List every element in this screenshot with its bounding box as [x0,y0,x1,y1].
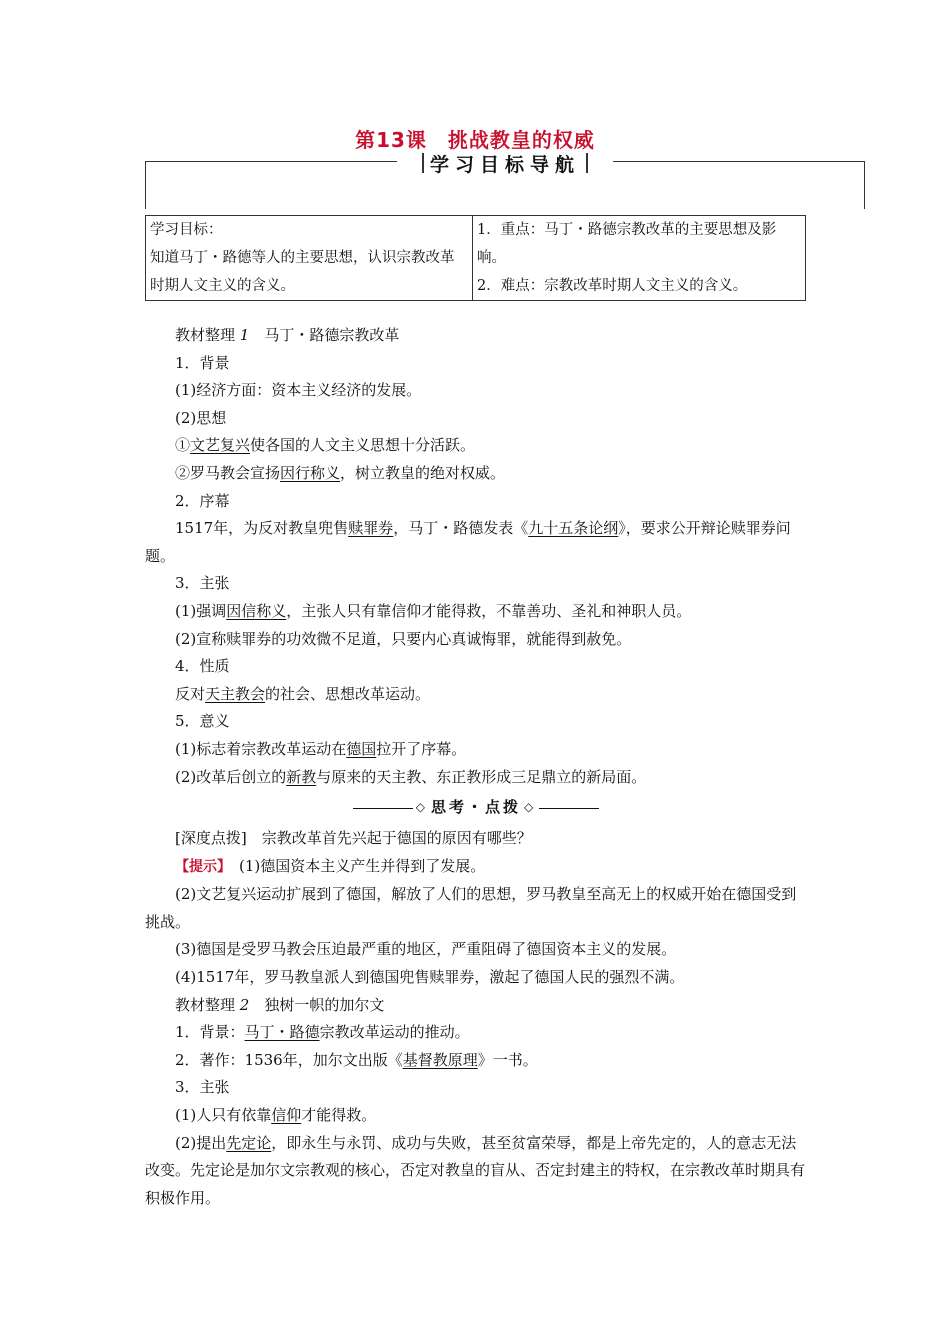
goals-key-point: 1．重点：马丁・路德宗教改革的主要思想及影响。 [477,222,777,266]
think-banner-text: 思考・点拨 [430,798,521,817]
goals-difficult-point: 2．难点：宗教改革时期人文主义的含义。 [477,278,748,294]
section1-heading: 教材整理 1 马丁・路德宗教改革 [175,326,400,344]
section1-claim-2: (2)宣称赎罪券的功效微不足道，只要内心真诚悔罪，就能得到赦免。 [175,629,632,648]
diamond-icon: ◇ [524,800,537,815]
section1-claim-title: 3．主张 [175,574,230,593]
section1-bg-economy: (1)经济方面：资本主义经济的发展。 [175,381,422,400]
think-question: [深度点拨] 宗教改革首先兴起于德国的原因有哪些？ [175,829,532,848]
section1-bg-church: ②罗马教会宣扬因行称义，树立教皇的绝对权威。 [175,463,506,482]
section1-bg-thought: (2)思想 [175,408,227,427]
goals-left-text: 知道马丁・路德等人的主要思想，认识宗教改革时期人文主义的含义。 [150,250,455,294]
section2-work: 2．著作：1536年，加尔文出版《基督教原理》一书。 [175,1050,538,1069]
section1-nature-title: 4．性质 [175,657,230,676]
goals-table [145,215,806,301]
document-body [145,322,807,1212]
nav-frame-right-edge [864,161,865,209]
section2-heading: 教材整理 2 独树一帜的加尔文 [175,995,385,1014]
section2-claim-2: (2)提出先定论，即永生与永罚、成功与失败，甚至贫富荣辱，都是上帝先定的，人的意志无法改变。先定论是加尔文宗教观的核心，否定对教皇的盲从、否定封建主的特权，在宗教改革时期具有积极作用。 [145,1133,806,1207]
nav-frame-left-edge [145,161,146,209]
think-banner [145,791,807,825]
section1-prelude-text: 1517年，为反对教皇兜售赎罪券，马丁・路德发表《九十五条论纲》，要求公开辩论赎罪券问题。 [145,519,791,565]
think-rule-right [539,808,599,809]
think-answer-1: 【提示】 (1)德国资本主义产生并得到了发展。 [175,856,486,875]
section1-claim-1: (1)强调因信称义，主张人只有靠信仰才能得救，不靠善功、圣礼和神职人员。 [175,601,692,620]
goals-right-cell [473,216,806,301]
goals-left-heading: 学习目标： [150,222,223,238]
section1-prelude-title: 2．序幕 [175,491,230,510]
section1-background-title: 1．背景 [175,353,230,372]
nav-banner [405,152,605,174]
section1-meaning-1: (1)标志着宗教改革运动在德国拉开了序幕。 [175,739,467,758]
think-rule-left [353,808,413,809]
nav-rule-left [145,161,397,162]
nav-banner-bar-right [586,153,588,173]
nav-banner-bar-left [422,153,424,173]
study-goal-nav-frame [145,152,865,210]
think-answer-2: (2)文艺复兴运动扩展到了德国，解放了人们的思想，罗马教皇至高无上的权威开始在德国受到挑战。 [145,885,797,931]
section1-meaning-2: (2)改革后创立的新教与原来的天主教、东正教形成三足鼎立的新局面。 [175,767,647,786]
nav-rule-right [613,161,865,162]
nav-banner-text: 学习目标导航 [429,153,580,176]
section2-claim-1: (1)人只有依靠信仰才能得救。 [175,1106,377,1125]
goals-row [146,216,806,301]
think-answer-4: (4)1517年，罗马教皇派人到德国兜售赎罪券，激起了德国人民的强烈不满。 [175,968,685,987]
section1-bg-renaissance: ①文艺复兴使各国的人文主义思想十分活跃。 [175,436,476,455]
diamond-icon: ◇ [415,800,428,815]
section2-claim-title: 3．主张 [175,1078,230,1097]
section1-meaning-title: 5．意义 [175,712,230,731]
lesson-title: 第13课 挑战教皇的权威 [355,128,595,152]
section1-nature-text: 反对天主教会的社会、思想改革运动。 [175,684,431,703]
section2-background: 1．背景：马丁・路德宗教改革运动的推动。 [175,1023,470,1042]
think-answer-3: (3)德国是受罗马教会压迫最严重的地区，严重阻碍了德国资本主义的发展。 [175,940,677,959]
goals-left-cell [146,216,473,301]
